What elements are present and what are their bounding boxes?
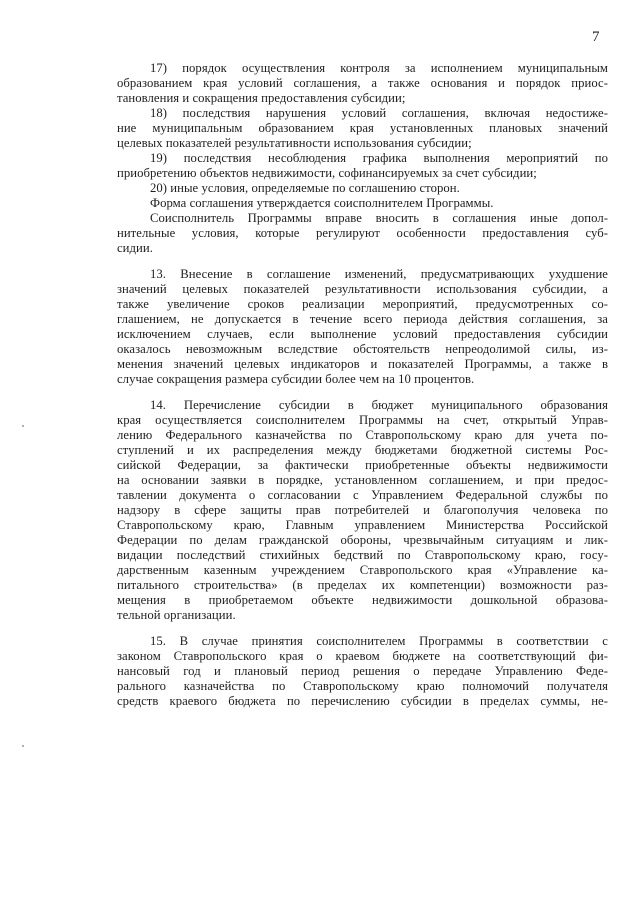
- text-line: нансовый год и плановый период решения о передаче Управлению Феде-: [117, 664, 608, 678]
- text-line: сидии.: [117, 241, 153, 255]
- text-line: глашением, не допускается в течение всего периода действия соглашения, за: [117, 312, 608, 326]
- text-line: образованием края условий соглашения, а также основания и порядок приос-: [117, 76, 608, 90]
- text-line: ступлений и их распределения между бюджетами бюджетной системы Рос-: [117, 443, 608, 457]
- text-line: также увеличение сроков реализации мероприятий, предусмотренных со-: [117, 297, 608, 311]
- text-line: сийской Федерации, за фактически приобретенные объекты недвижимости: [117, 458, 608, 472]
- text-line: на основании заявки в порядке, установленном соглашением, и при предос-: [117, 473, 608, 487]
- text-line: 17) порядок осуществления контроля за исполнением муниципальным: [150, 61, 608, 75]
- text-line: Соисполнитель Программы вправе вносить в соглашения иные допол-: [150, 211, 608, 225]
- text-line: 19) последствия несоблюдения графика выполнения мероприятий по: [150, 151, 608, 165]
- scan-speck: [22, 425, 24, 427]
- text-line: 13. Внесение в соглашение изменений, предусматривающих ухудшение: [150, 267, 608, 281]
- text-line: оказалось невозможным вследствие обстоятельств непреодолимой силы, из-: [117, 342, 608, 356]
- text-line: надзору в сфере защиты прав потребителей и благополучия человека по: [117, 503, 608, 517]
- text-line: тельной организации.: [117, 608, 236, 622]
- text-line: 20) иные условия, определяемые по соглашению сторон.: [150, 181, 460, 195]
- text-line: приобретению объектов недвижимости, софинансируемых за счет субсидии;: [117, 166, 537, 180]
- scan-speck: [22, 745, 24, 747]
- text-line: законом Ставропольского края о краевом бюджете на соответствующий фи-: [117, 649, 608, 663]
- text-line: исключением случаев, если выполнение условий предоставления субсидии: [117, 327, 608, 341]
- text-line: лению Федерального казначейства по Ставропольскому краю для учета по-: [117, 428, 608, 442]
- text-line: ние муниципальным образованием края установленных плановых значений: [117, 121, 608, 135]
- text-line: средств краевого бюджета по перечислению субсидии в пределах суммы, не-: [117, 694, 608, 708]
- text-line: Форма соглашения утверждается соисполнителем Программы.: [150, 196, 494, 210]
- text-line: менения значений целевых индикаторов и показателей Программы, а также в: [117, 357, 608, 371]
- text-line: 14. Перечисление субсидии в бюджет муниципального образования: [150, 398, 608, 412]
- text-line: Федерации по делам гражданской обороны, чрезвычайным ситуациям и лик-: [117, 533, 608, 547]
- text-line: края осуществляется соисполнителем Программы на счет, открытый Управ-: [117, 413, 608, 427]
- text-line: случае сокращения размера субсидии более чем на 10 процентов.: [117, 372, 475, 386]
- page-number: 7: [592, 29, 600, 45]
- text-line: видации последствий стихийных бедствий по Ставропольскому краю, госу-: [117, 548, 608, 562]
- text-line: тановления и сокращения предоставления субсидии;: [117, 91, 406, 105]
- text-line: целевых показателей результативности использования субсидии;: [117, 136, 472, 150]
- text-line: нительные условия, которые регулируют особенности предоставления суб-: [117, 226, 608, 240]
- text-line: 18) последствия нарушения условий соглашения, включая недостиже-: [150, 106, 608, 120]
- text-line: тавлении документа о согласовании с Управлением Федеральной службы по: [117, 488, 608, 502]
- text-line: 15. В случае принятия соисполнителем Программы в соответствии с: [150, 634, 608, 648]
- text-line: питального строительства» (в пределах их компетенции) возможности раз-: [117, 578, 608, 592]
- text-line: Ставропольскому краю, Главным управлением Министерства Российской: [117, 518, 608, 532]
- text-line: значений целевых показателей результативности использования субсидии, а: [117, 282, 608, 296]
- text-line: рального казначейства по Ставропольскому краю полномочий получателя: [117, 679, 608, 693]
- text-line: мещения в приобретаемом объекте недвижимости дошкольной образова-: [117, 593, 608, 607]
- text-line: дарственным казенным учреждением Ставропольского края «Управление ка-: [117, 563, 608, 577]
